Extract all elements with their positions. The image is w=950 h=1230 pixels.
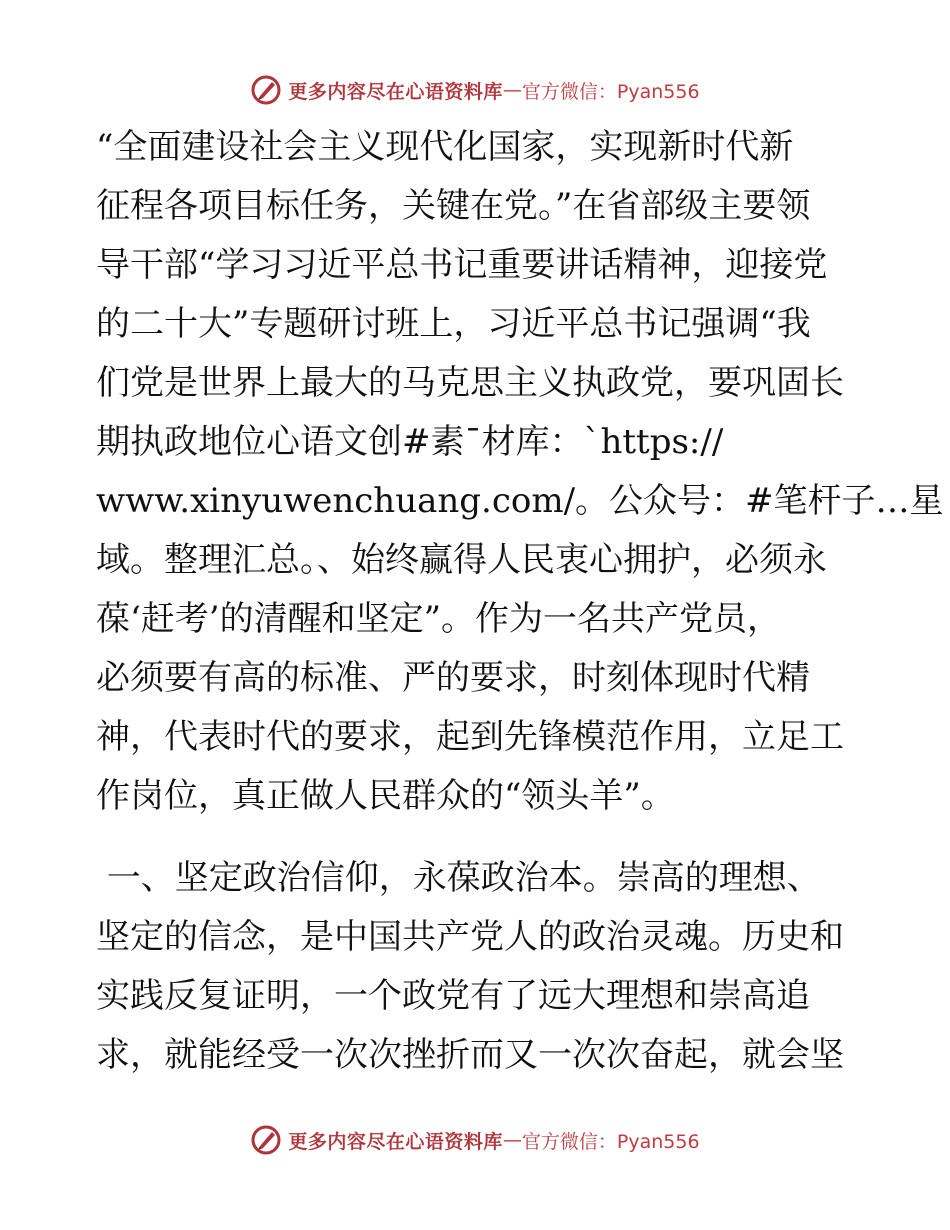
text-line: 期执政地位心语文创#素¯材库：`https:// xyxy=(96,422,724,462)
banner-wechat-text: 官方微信：Pyan556 xyxy=(521,1130,700,1153)
text-line: 导干部“学习习近平总书记重要讲话精神，迎接党 xyxy=(96,245,828,285)
banner-dash: — xyxy=(502,1129,522,1151)
pen-logo-icon xyxy=(250,74,282,106)
text-line: 域。整理汇总。、始终赢得人民衷心拥护，必须永 xyxy=(96,540,827,580)
text-line: 的二十大”专题研讨班上，习近平总书记强调“我 xyxy=(96,304,811,344)
document-body xyxy=(96,118,944,1085)
text-line: 一、坚定政治信仰，永葆政治本。崇高的理想、 xyxy=(96,858,821,898)
text-line: 求，就能经受一次次挫折而又一次次奋起，就会坚 xyxy=(96,1035,844,1075)
banner-wechat-text: 官方微信：Pyan556 xyxy=(521,80,700,103)
text-line: 实践反复证明，一个政党有了远大理想和崇高追 xyxy=(96,976,810,1016)
text-line: 必须要有高的标准、严的要求，时刻体现时代精 xyxy=(96,658,810,698)
paragraph-section-one xyxy=(96,849,856,1085)
text-line: “全面建设社会主义现代化国家，实现新时代新 xyxy=(96,127,794,167)
header-watermark-banner xyxy=(0,70,950,110)
banner-text: 更多内容尽在心语资料库 xyxy=(288,80,503,103)
text-line: 征程各项目标任务，关键在党。”在省部级主要领 xyxy=(96,186,811,226)
paragraph-intro xyxy=(96,118,944,826)
text-line: 神，代表时代的要求，起到先锋模范作用，立足工 xyxy=(96,717,844,757)
text-line: www.xinyuwenchuang.com/。公众号：#笔杆子…星 xyxy=(96,481,944,521)
footer-watermark-banner xyxy=(0,1120,950,1160)
text-line: 作岗位，真正做人民群众的“领头羊”。 xyxy=(96,776,675,816)
pen-logo-icon xyxy=(250,1124,282,1156)
banner-dash: — xyxy=(502,79,522,101)
banner-text: 更多内容尽在心语资料库 xyxy=(288,1130,503,1153)
text-line: 坚定的信念，是中国共产党人的政治灵魂。历史和 xyxy=(96,917,844,957)
paragraph-gap xyxy=(96,826,856,849)
text-line: 们党是世界上最大的马克思主义执政党，要巩固长 xyxy=(96,363,844,403)
text-line: 葆‘赶考’的清醒和坚定”。作为一名共产党员， xyxy=(96,599,781,639)
